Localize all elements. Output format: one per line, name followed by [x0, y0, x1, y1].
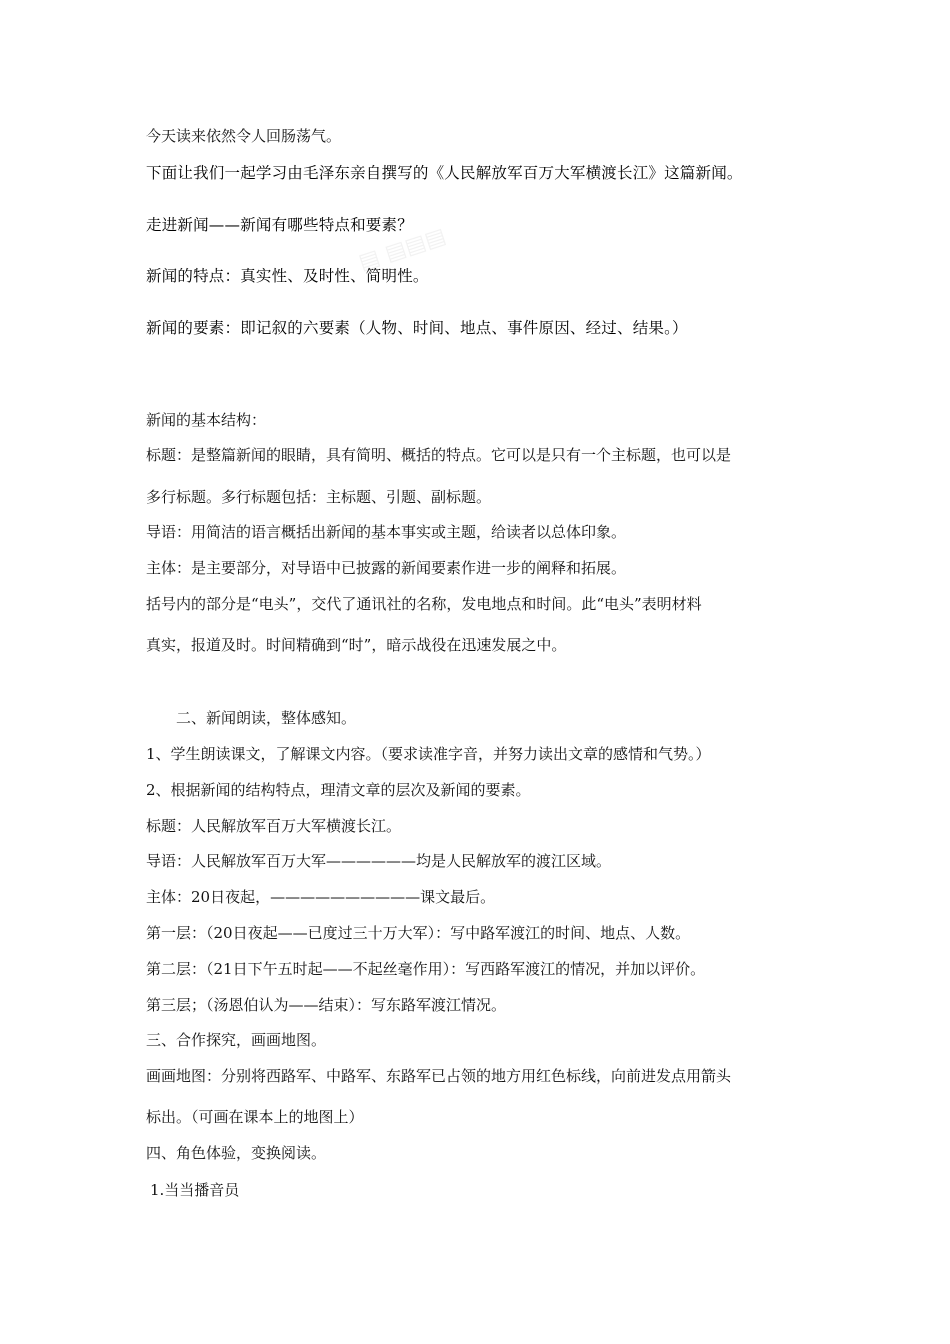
text-line-17: 导语：人民解放军百万大军——————均是人民解放军的渡江区域。 [146, 852, 612, 870]
text-line-21: 第三层；（汤恩伯认为——结束）：写东路军渡江情况。 [146, 996, 507, 1014]
text-line-8: 多行标题。多行标题包括：主标题、引题、副标题。 [146, 488, 492, 506]
text-line-7: 标题：是整篇新闻的眼睛，具有简明、概括的特点。它可以是只有一个主标题，也可以是 [146, 446, 732, 464]
text-line-9: 导语：用简洁的语言概括出新闻的基本事实或主题，给读者以总体印象。 [146, 523, 627, 541]
text-line-3: 走进新闻——新闻有哪些特点和要素？ [146, 216, 413, 234]
text-line-2: 下面让我们一起学习由毛泽东亲自撰写的《人民解放军百万大军横渡长江》这篇新闻。 [146, 164, 743, 182]
text-line-18: 主体：20日夜起，——————————课文最后。 [146, 888, 496, 906]
text-line-1: 今天读来依然令人回肠荡气。 [146, 127, 342, 145]
text-line-24: 标出。（可画在课本上的地图上） [146, 1108, 364, 1126]
text-line-14: 1、学生朗读课文，了解课文内容。（要求读准字音，并努力读出文章的感情和气势。） [146, 745, 711, 763]
text-line-20: 第二层：（21日下午五时起——不起丝毫作用）：写西路军渡江的情况，并加以评价。 [146, 960, 706, 978]
text-line-26: 1.当当播音员 [150, 1181, 240, 1199]
text-line-23: 画画地图：分别将西路军、中路军、东路军已占领的地方用红色标线，向前进发点用箭头 [146, 1067, 732, 1085]
text-line-13: 二、新闻朗读，整体感知。 [176, 709, 357, 727]
text-line-22: 三、合作探究，画画地图。 [146, 1031, 327, 1049]
text-line-6: 新闻的基本结构： [146, 411, 267, 429]
text-line-12: 真实，报道及时。时间精确到“时”，暗示战役在迅速发展之中。 [146, 636, 567, 654]
text-line-5: 新闻的要素：即记叙的六要素（人物、时间、地点、事件原因、经过、结果。） [146, 319, 688, 337]
text-line-25: 四、角色体验，变换阅读。 [146, 1144, 327, 1162]
text-line-10: 主体：是主要部分，对导语中已披露的新闻要素作进一步的阐释和拓展。 [146, 559, 627, 577]
text-line-19: 第一层：（20日夜起——已度过三十万大军）：写中路军渡江的时间、地点、人数。 [146, 924, 691, 942]
text-line-4: 新闻的特点：真实性、及时性、简明性。 [146, 267, 429, 285]
text-line-11: 括号内的部分是“电头”，交代了通讯社的名称，发电地点和时间。此“电头”表明材料 [146, 595, 702, 613]
text-line-15: 2、根据新闻的结构特点，理清文章的层次及新闻的要素。 [146, 781, 531, 799]
watermark: ▤ ▤▤▤ [355, 223, 450, 276]
text-line-16: 标题：人民解放军百万大军横渡长江。 [146, 817, 402, 835]
